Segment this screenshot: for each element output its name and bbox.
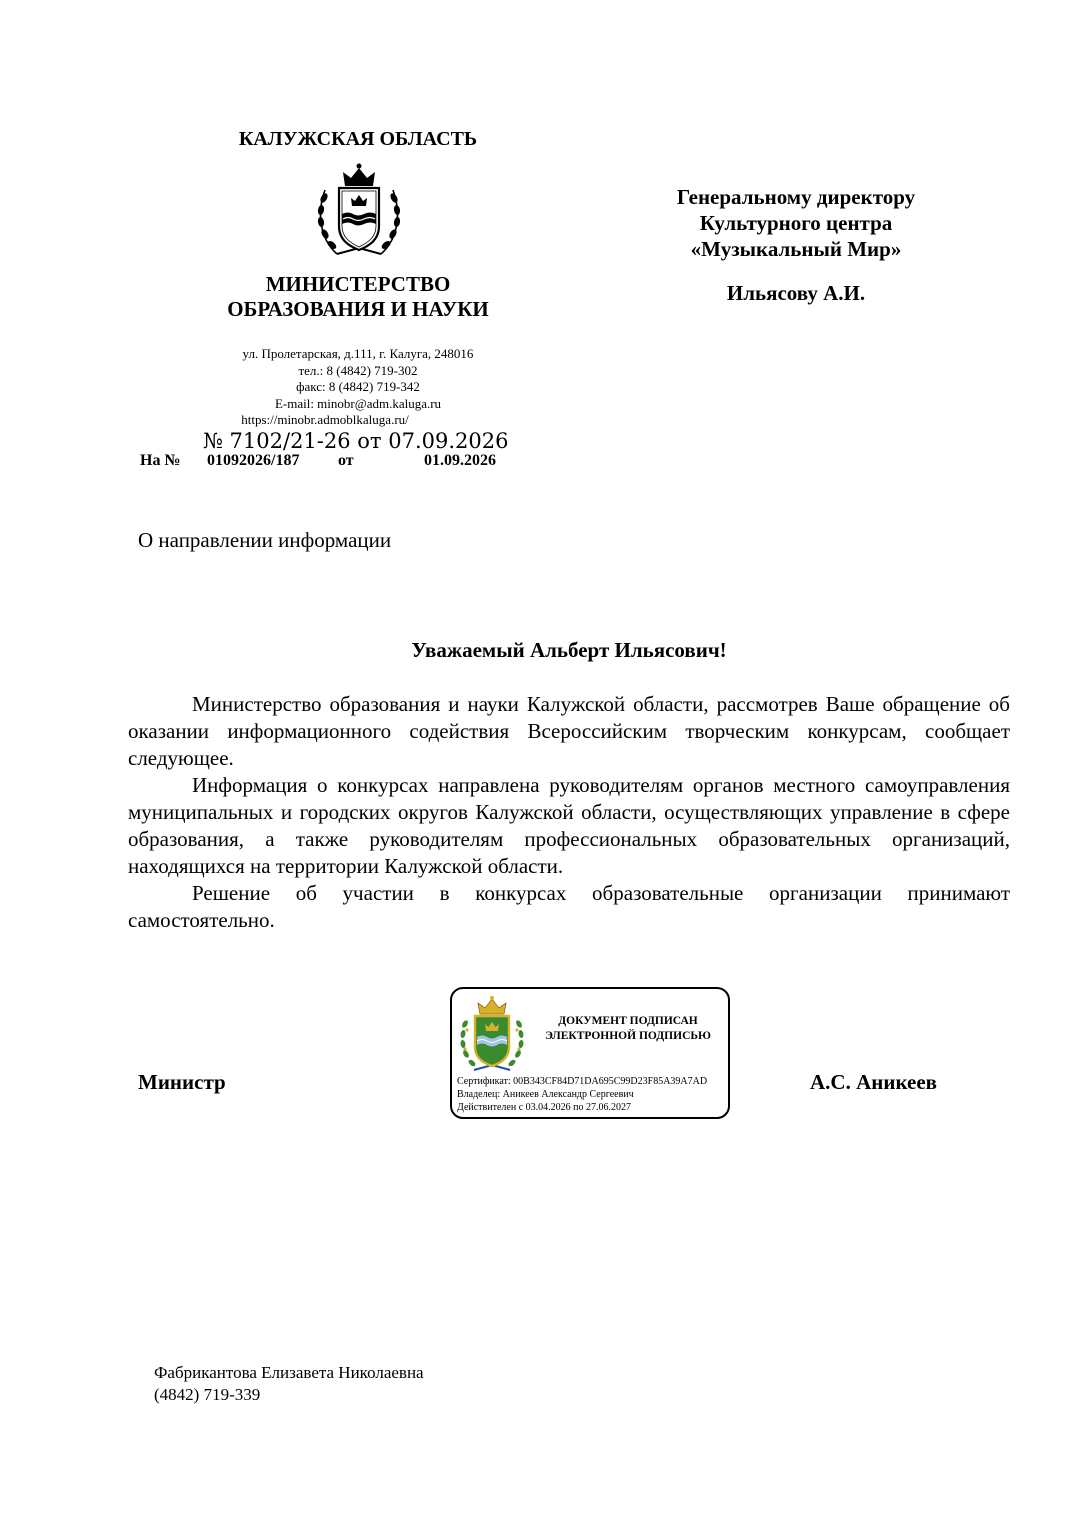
registration-number: № 7102/21-26 от 07.09.2026 bbox=[203, 429, 509, 453]
subject: О направлении информации bbox=[138, 528, 392, 552]
addressee-line1: Генеральному директору bbox=[676, 185, 916, 209]
addressee-block bbox=[618, 184, 974, 306]
electronic-signature-stamp bbox=[450, 987, 730, 1119]
reference-from: от bbox=[338, 452, 354, 469]
ministry-name-line2: ОБРАЗОВАНИЯ И НАУКИ bbox=[227, 297, 489, 321]
ministry-name-line1: МИНИСТЕРСТВО bbox=[265, 272, 451, 296]
salutation: Уважаемый Альберт Ильясович! bbox=[411, 638, 727, 662]
stamp-validity: Действителен с 03.04.2026 по 27.06.2027 bbox=[457, 1102, 631, 1113]
reference-date: 01.09.2026 bbox=[424, 452, 496, 469]
body-paragraph-3: Решение об участии в конкурсах образовательные организации принимают самостоятельно. bbox=[128, 881, 1010, 932]
signer-name: А.С. Аникеев bbox=[810, 1070, 938, 1094]
email: E-mail: minobr@adm.kaluga.ru bbox=[274, 395, 442, 411]
address: ул. Пролетарская, д.111, г. Калуга, 248016 bbox=[242, 346, 474, 361]
addressee-name: Ильясову А.И. bbox=[726, 281, 866, 305]
stamp-certificate: Сертификат: 00B343CF84D71DA695C99D23F85A39A7AD bbox=[457, 1076, 708, 1087]
website: https://minobr.admoblkaluga.ru/ bbox=[241, 412, 409, 427]
reference-number: 01092026/187 bbox=[207, 452, 300, 469]
addressee-line2: Культурного центра bbox=[699, 211, 893, 235]
kaluga-emblem-color-icon bbox=[458, 994, 526, 1074]
executor-phone: (4842) 719-339 bbox=[154, 1385, 261, 1404]
body-paragraph-1: Министерство образования и науки Калужской области, рассмотрев Ваше обращение об оказании информационного содействия Всероссийским творческим конкурсам, сообщает следующее. bbox=[128, 692, 1010, 770]
addressee-line3: «Музыкальный Мир» bbox=[690, 237, 902, 261]
phone: тел.: 8 (4842) 719-302 bbox=[298, 362, 418, 378]
fax: факс: 8 (4842) 719-342 bbox=[296, 379, 420, 394]
stamp-details bbox=[457, 1075, 707, 1114]
contacts-block bbox=[140, 346, 576, 429]
stamp-title bbox=[530, 1014, 726, 1044]
stamp-owner: Владелец: Аникеев Александр Сергеевич bbox=[457, 1089, 634, 1100]
executor-name: Фабрикантова Елизавета Николаевна bbox=[154, 1363, 424, 1382]
executor-block bbox=[154, 1362, 424, 1406]
letter-body bbox=[128, 691, 1010, 934]
coat-of-arms-icon bbox=[315, 160, 403, 258]
reference-line bbox=[140, 452, 496, 472]
signer-title: Министр bbox=[138, 1070, 226, 1094]
stamp-title-line1: ДОКУМЕНТ ПОДПИСАН bbox=[558, 1015, 698, 1027]
region-title: КАЛУЖСКАЯ ОБЛАСТЬ bbox=[238, 128, 478, 150]
reference-prefix: На № bbox=[140, 452, 181, 469]
stamp-title-line2: ЭЛЕКТРОННОЙ ПОДПИСЬЮ bbox=[545, 1030, 711, 1042]
ministry-name bbox=[140, 272, 576, 322]
body-paragraph-2: Информация о конкурсах направлена руководителям органов местного самоуправления муниципальных и городских округов Калужской области, осуществляющих управление в сфере образования, а также руководителям профессиональных образовательных организаций, находящихся на территории Калужской области. bbox=[128, 773, 1010, 878]
